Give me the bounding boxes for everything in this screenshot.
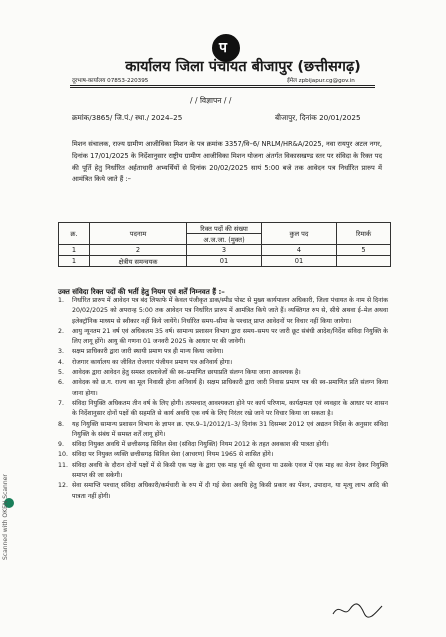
scanner-watermark: Scanned with OKEN Scanner xyxy=(2,474,9,560)
header-vacant-sub: अ.ज.जा. (मुक्त) xyxy=(187,234,262,245)
term-item xyxy=(58,440,388,450)
term-number: 10. xyxy=(58,451,68,459)
term-number: 9. xyxy=(58,441,64,449)
term-text: यह नियुक्ति सामान्य प्रशासन विभाग के ज्ञापन क्र. एफ.9–1/2012/1–3/ दिनांक 31 दिसम्बर 2012 एवं अद्यतन निर्देश के अनुसार संविदा नियुक्ति के संबंध में समस्त शर्तें लागू होंगे। xyxy=(72,420,388,438)
column-number: 5 xyxy=(337,245,391,256)
term-number: 7. xyxy=(58,399,64,407)
terms-heading: उक्त संविदा रिक्त पदों की भर्ती हेतु नियम एवं शर्तें निम्नवत हैं :– xyxy=(58,287,225,296)
term-text: आवेदक द्वारा आवेदन हेतु समस्त दस्तावेजों की स्व–प्रमाणित छायाप्रति संलग्न किया जाना आवश्यक है। xyxy=(72,369,301,377)
term-item xyxy=(58,450,388,460)
term-text: आयु न्यूनतम 21 वर्ष एवं अधिकतम 35 वर्ष। सामान्य प्रशासन विभाग द्वारा समय–समय पर जारी छूट संबंधी आदेश/निर्देश संविदा नियुक्ति के लिए लागू होंगे। आयु की गणना 01 जनवरी 2025 के आधार पर की जावेगी। xyxy=(72,327,388,346)
term-number: 3. xyxy=(58,348,64,356)
term-text: आवेदक को छ.ग. राज्य का मूल निवासी होना अनिवार्य है। सक्षम प्राधिकारी द्वारा जारी निवास प्रमाण पत्र की स्व–प्रमाणित प्रति संलग्न किया जाना होगा। xyxy=(72,379,388,397)
term-text: सेवा समाप्ति पश्चात् संविदा अधिकारी/कर्मचारी के रुप में दी गई सेवा अवधि हेतु किसी प्रकार का पेंशन, उपादान, या मृत्यु लाभ आदि की पात्रता नहीं होगी। xyxy=(72,482,388,500)
row-vacant: 01 xyxy=(187,256,262,267)
term-item xyxy=(58,327,388,348)
table-header-row xyxy=(59,223,391,234)
posts-table xyxy=(58,222,391,267)
header-total: कुल पद xyxy=(262,223,337,245)
signature-icon xyxy=(330,600,385,620)
term-text: संविदा नियुक्त अवधि में छत्तीसगढ़ सिविल सेवा (संविदा नियुक्ति) नियम 2012 के तहत अवकाश की पात्रता होगी। xyxy=(72,441,329,449)
header-serial: क्र. xyxy=(59,223,90,245)
term-number: 11. xyxy=(58,461,68,469)
term-text: संविदा पर नियुक्त व्यक्ति छत्तीसगढ़ सिविल सेवा (आचरण) नियम 1965 से शासित होंगे। xyxy=(72,451,274,459)
term-number: 8. xyxy=(58,420,64,428)
term-item xyxy=(58,296,388,327)
row-serial: 1 xyxy=(59,256,90,267)
term-number: 12. xyxy=(58,482,68,490)
column-number: 1 xyxy=(59,245,90,256)
term-item xyxy=(58,420,388,441)
term-item xyxy=(58,368,388,378)
term-text: रोजगार कार्यालय का जीवित रोजगार पंजीयन प्रमाण पत्र अनिवार्य होगा। xyxy=(72,358,233,366)
table-row xyxy=(59,256,391,267)
header-divider xyxy=(70,85,375,86)
term-item xyxy=(58,399,388,420)
header-post-name: पदनाम xyxy=(90,223,187,245)
term-item xyxy=(58,358,388,368)
office-phone: दूरभाष-कार्यालय 07853-220395 xyxy=(72,78,149,84)
row-post-name: क्षेत्रीय समन्वयक xyxy=(90,256,187,267)
reference-number: क्रमांक/3865/ जि.पं./ स्था./ 2024–25 xyxy=(72,113,183,122)
header-vacant: रिक्त पदों की संख्या xyxy=(187,223,262,234)
office-title: कार्यालय जिला पंचायत बीजापुर (छत्तीसगढ़) xyxy=(125,59,361,75)
notice-title: / / विज्ञापन / / xyxy=(190,96,232,105)
column-number: 3 xyxy=(187,245,262,256)
table-number-row xyxy=(59,245,391,256)
term-number: 1. xyxy=(58,297,64,304)
term-number: 2. xyxy=(58,327,64,335)
term-item xyxy=(58,347,388,357)
terms-list xyxy=(58,296,388,502)
term-number: 4. xyxy=(58,358,64,366)
column-number: 4 xyxy=(262,245,337,256)
logo-glyph: प xyxy=(219,40,227,56)
row-total: 01 xyxy=(262,256,337,267)
place-date: बीजापुर, दिनांक 20/01/2025 xyxy=(275,113,361,122)
term-text: संविदा अवधि के दौरान दोनों पक्षों में से किसी एक पक्ष के द्वारा एक माह पूर्व की सूचना या उसके एवज में एक माह का वेतन देकर नियुक्ति समाप्त की जा सकेगी। xyxy=(72,461,388,480)
intro-paragraph: मिशन संचालक, राज्य ग्रामीण आजीविका मिशन के पत्र क्रमांक 3357/वि–6/ NRLM/HR&A/2025, नवा रायपुर अटल नगर, दिनांक 17/01/2025 के निर्देशानुसार राष्ट्रीय ग्रामीण आजीविका मिशन योजना अंतर्गत विकासखण्ड स्तर पर संविदा के रिक्त पद की पूर्ति हेतु निर्धारित अर्हताधारी अभ्यर्थियों से दिनांक 20/02/2025 सायं 5:00 बजे तक आवेदन पत्र निर्धारित प्रारुप में आमंत्रित किये जाते हैं :– xyxy=(72,140,382,184)
term-text: सक्षम प्राधिकारी द्वारा जारी स्थायी प्रमाण पत्र ही मान्य किया जावेगा। xyxy=(72,348,224,356)
term-text: संविदा नियुक्ति अधिकतम तीन वर्ष के लिए होगी। तत्पश्चात् आवश्यकता होने पर कार्य परिणाम, कार्यक्षमता एवं व्यवहार के आधार पर शासन के निर्देशानुसार दोनों पक्षों की सहमति से कार्य अवधि एक वर्ष के लिए निरंतर रखे जाने पर विचार किया जा सकता है। xyxy=(72,399,388,418)
term-item xyxy=(58,461,388,482)
header-remark: रिमार्क xyxy=(337,223,391,245)
office-email: ईमेल zpbijapur.cg@gov.in xyxy=(287,78,355,84)
row-remark xyxy=(337,256,391,267)
term-number: 5. xyxy=(58,369,64,377)
term-number: 6. xyxy=(58,379,64,387)
column-number: 2 xyxy=(90,245,187,256)
term-item xyxy=(58,378,388,399)
header-divider-thin xyxy=(70,87,375,88)
term-item xyxy=(58,481,388,502)
term-text: निर्धारित प्रारुप में आवेदन पत्र बंद लिफाफे में केवल पंजीकृत डाक/स्पीड पोस्ट से मुख्य कार्यपालन अधिकारी, जिला पंचायत के नाम से दिनांक 20/02/2025 को अपरान्ह 5:00 तक आवेदन पत्र निर्धारित प्रारुप में आमंत्रित किये जाते हैं। व्यक्तिगत रुप से, सीधे अथवा ई–मेल अथवा इलेक्ट्रॉनिक माध्यम से स्वीकार नहीं किये जायेंगे। निर्धारित समय–सीमा के पश्चात् प्राप्त आवेदनों पर विचार नहीं किया जायेगा। xyxy=(72,297,388,325)
